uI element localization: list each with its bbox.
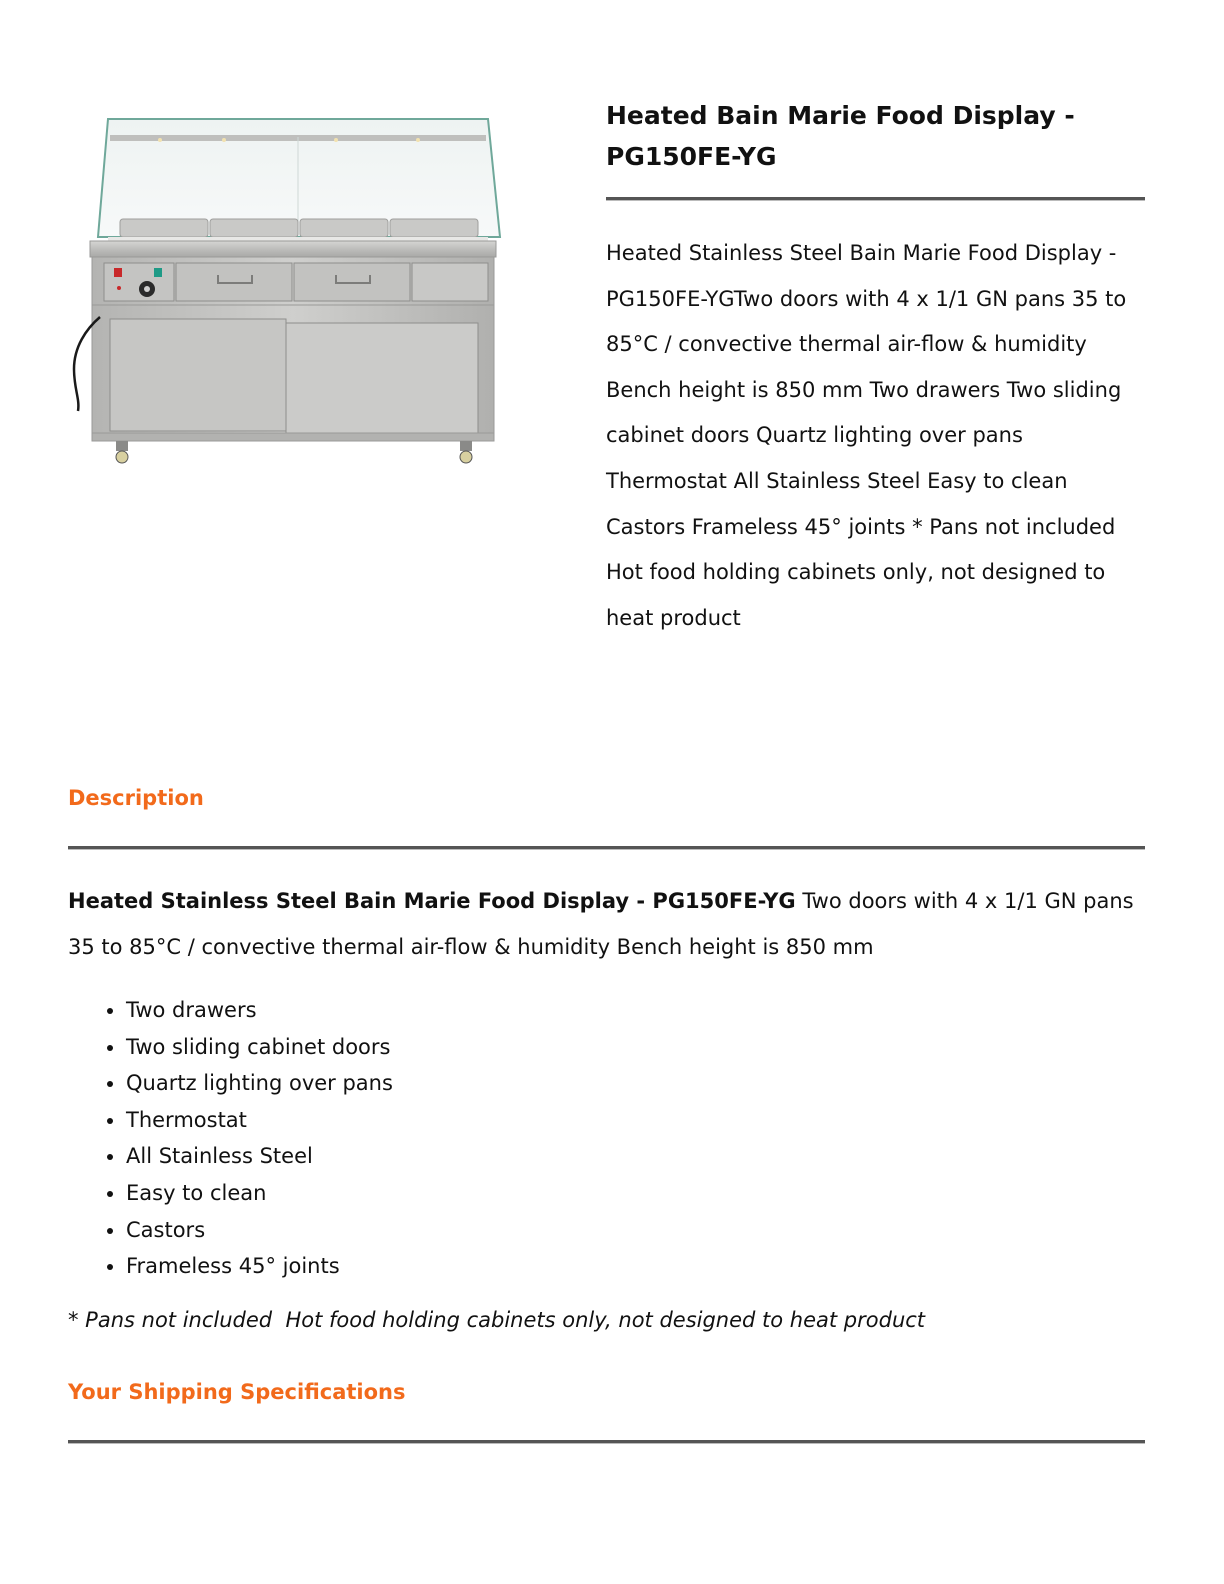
product-summary (606, 95, 1146, 641)
product-title: Heated Bain Marie Food Display - PG150FE-YG (606, 101, 1075, 171)
product-summary-section (68, 95, 1145, 695)
description-lead-text: Two doors with 4 x 1/1 GN pans 35 to 85°C / convective thermal air-flow & humidity Bench height is 850 mm (68, 889, 1134, 959)
power-switch (114, 268, 122, 277)
shipping-divider (68, 1440, 1145, 1444)
product-image (68, 107, 508, 477)
feature-item: • Frameless 45° joints (126, 1248, 393, 1285)
feature-item: • Quartz lighting over pans (126, 1065, 393, 1102)
bain-marie-illustration (68, 107, 508, 477)
feature-item: • Castors (126, 1212, 393, 1249)
short-description: Heated Stainless Steel Bain Marie Food Display - PG150FE-YGTwo doors with 4 x 1/1 GN pans 35 to 85°C / convective thermal air-flow & humidity Bench height is 850 mm Two drawers Two sliding cabinet doors Quartz lighting over pans Thermostat All Stainless Steel Easy to clean Castors Frameless 45° joints * Pans not included Hot food holding cabinets only, not designed to heat product (606, 241, 1127, 630)
description-lead-bold: Heated Stainless Steel Bain Marie Food Display - PG150FE-YG (68, 889, 796, 913)
shipping-heading: Your Shipping Specifications (68, 1380, 406, 1404)
feature-item: • Easy to clean (126, 1175, 393, 1212)
feature-item: • Two drawers (126, 992, 393, 1029)
feature-item: • Two sliding cabinet doors (126, 1029, 393, 1066)
description-divider (68, 846, 1145, 850)
light-switch (154, 268, 162, 277)
sliding-door-left (110, 319, 286, 431)
description-lead (68, 878, 1148, 970)
disclaimer-note: * Pans not included Hot food holding cabinets only, not designed to heat product (68, 1308, 926, 1332)
sliding-door-right (286, 323, 478, 433)
description-heading: Description (68, 786, 204, 810)
feature-item: • All Stainless Steel (126, 1138, 393, 1175)
feature-list (68, 992, 393, 1285)
feature-item: • Thermostat (126, 1102, 393, 1139)
castors (116, 441, 472, 463)
title-divider (606, 197, 1145, 201)
